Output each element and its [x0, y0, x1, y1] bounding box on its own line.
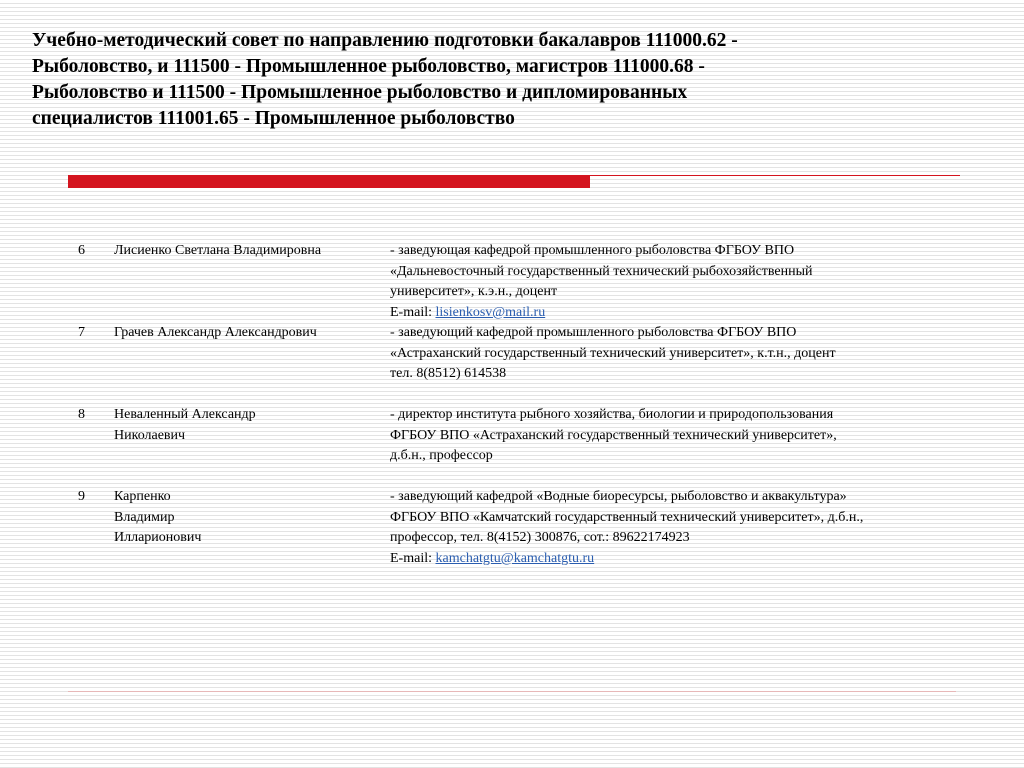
email-label: E-mail:	[390, 304, 436, 320]
description-line: «Астраханский государственный технический университет», к.т.н., доцент	[390, 345, 836, 361]
table-row	[0, 487, 1024, 569]
row-number: 7	[78, 325, 85, 340]
row-number: 6	[78, 243, 85, 258]
name-line: Неваленный Александр	[114, 407, 256, 422]
member-description	[390, 405, 990, 467]
members-table	[0, 241, 1024, 569]
member-description	[390, 241, 990, 323]
member-name	[114, 487, 384, 549]
member-description	[390, 487, 990, 569]
description-line: д.б.н., профессор	[390, 448, 493, 463]
accent-bar	[68, 175, 590, 188]
name-line: Илларионович	[114, 530, 202, 545]
description-line: тел. 8(8512) 614538	[390, 366, 507, 381]
member-name	[114, 405, 384, 446]
description-line: университет», к.э.н., доцент	[390, 284, 558, 299]
row-number: 8	[78, 407, 85, 422]
email-link[interactable]: kamchatgtu@kamchatgtu.ru	[435, 550, 595, 566]
name-line: Николаевич	[114, 427, 186, 443]
row-number: 9	[78, 489, 85, 504]
accent-divider-line	[590, 175, 960, 176]
member-description	[390, 323, 990, 385]
description-line: - заведующий кафедрой «Водные биоресурсы, рыболовство и аквакультура»	[390, 489, 847, 504]
title-line: специалистов 111001.65 - Промышленное рыболовство	[32, 108, 515, 129]
email-label: E-mail:	[390, 550, 436, 566]
table-row	[0, 241, 1024, 323]
name-line: Грачев Александр Александрович	[114, 325, 317, 340]
name-line: Карпенко	[114, 489, 171, 504]
description-line: ФГБОУ ВПО «Астраханский государственный технический университет»,	[390, 427, 837, 443]
title-line: Учебно-методический совет по направлению подготовки бакалавров 111000.62 -	[32, 30, 738, 51]
email-link[interactable]: lisienkosv@mail.ru	[435, 304, 546, 320]
table-row	[0, 405, 1024, 487]
table-row	[0, 323, 1024, 405]
name-line: Владимир	[114, 509, 175, 525]
member-name	[114, 241, 384, 262]
member-name	[114, 323, 384, 344]
page-title	[32, 28, 892, 132]
bottom-divider-line	[68, 691, 956, 692]
description-line: - заведующий кафедрой промышленного рыболовства ФГБОУ ВПО	[390, 325, 797, 340]
title-line: Рыболовство и 111500 - Промышленное рыболовство и дипломированных	[32, 82, 688, 103]
description-line: ФГБОУ ВПО «Камчатский государственный технический университет», д.б.н.,	[390, 509, 864, 525]
email-line	[390, 549, 990, 570]
description-line: - заведующая кафедрой промышленного рыболовства ФГБОУ ВПО	[390, 243, 795, 258]
title-line: Рыболовство, и 111500 - Промышленное рыболовство, магистров 111000.68 -	[32, 56, 705, 77]
description-line: профессор, тел. 8(4152) 300876, сот.: 89622174923	[390, 530, 690, 545]
name-line: Лисиенко Светлана Владимировна	[114, 243, 322, 258]
email-line	[390, 303, 990, 324]
description-line: «Дальневосточный государственный технический рыбохозяйственный	[390, 263, 813, 279]
description-line: - директор института рыбного хозяйства, биологии и природопользования	[390, 407, 834, 422]
